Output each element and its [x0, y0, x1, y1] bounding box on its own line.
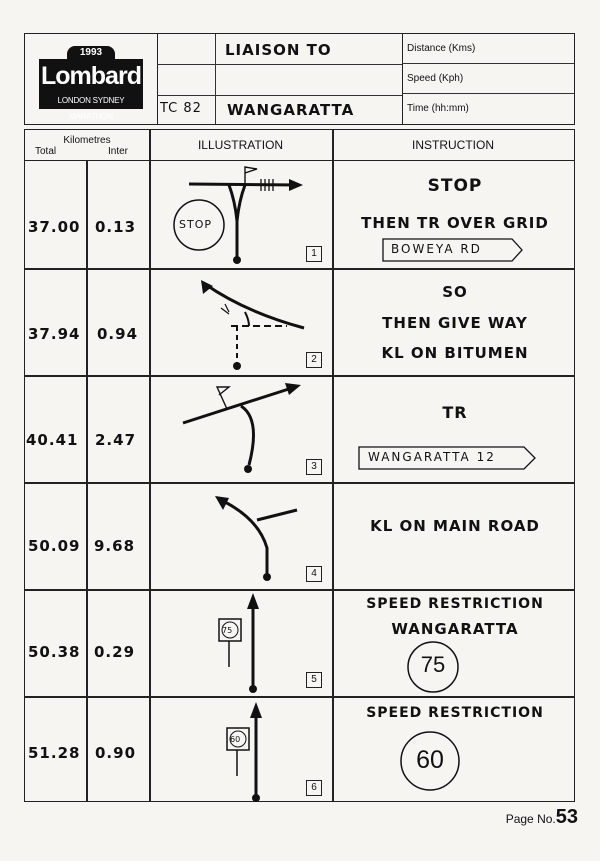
page-label: Page No.	[505, 812, 556, 826]
time-field: Time (hh:mm)	[407, 103, 469, 114]
row2-instruction-3: KL ON BITUMEN	[381, 344, 529, 362]
junction-diagram-5	[149, 589, 332, 696]
inter-header: Inter	[108, 146, 129, 157]
stage-description	[157, 34, 403, 124]
row3-inter: 2.47	[95, 431, 137, 449]
lombard-logo	[39, 46, 143, 121]
row6-sign-value: 60	[230, 735, 241, 744]
logo-name: Lombard	[39, 59, 143, 93]
row2-instruction-2: THEN GIVE WAY	[382, 314, 528, 332]
destination: WANGARATTA	[227, 101, 355, 119]
row1-instruction-2: THEN TR OVER GRID	[361, 214, 549, 232]
row2-number: 2	[306, 352, 322, 368]
row3-total: 40.41	[26, 431, 79, 449]
total-header: Total	[35, 146, 57, 157]
row5-instruction-1: SPEED RESTRICTION	[366, 596, 544, 612]
page-number-value: 53	[555, 806, 578, 828]
speed-field: Speed (Kph)	[402, 64, 574, 94]
kilometres-header: Kilometres Total Inter	[25, 130, 149, 161]
junction-diagram-6	[149, 696, 332, 803]
route-table	[24, 129, 575, 802]
page-number	[506, 806, 578, 829]
row6-inter: 0.90	[95, 744, 137, 762]
row4-total: 50.09	[28, 537, 81, 555]
row4-instruction-1: KL ON MAIN ROAD	[370, 517, 540, 535]
row2-inter: 0.94	[97, 325, 139, 343]
row4-inter: 9.68	[94, 537, 136, 555]
row6-instruction-1: SPEED RESTRICTION	[366, 705, 544, 721]
row4-number: 4	[306, 566, 322, 582]
illustration-header: ILLUSTRATION	[149, 130, 332, 161]
logo-year: 1993	[67, 46, 115, 59]
row5-sign-value: 75	[222, 626, 233, 635]
row1-inter: 0.13	[95, 218, 137, 236]
row5-speed-limit: 75	[420, 652, 446, 677]
stop-sign-label: STOP	[179, 218, 212, 231]
row3-road-sign: WANGARATTA 12	[368, 450, 496, 464]
row5-total: 50.38	[28, 643, 81, 661]
row1-instruction-1: STOP	[427, 176, 483, 196]
row1-total: 37.00	[28, 218, 81, 236]
row6-number: 6	[306, 780, 322, 796]
row6-total: 51.28	[28, 744, 81, 762]
stage-header	[24, 33, 575, 125]
row1-road-sign: BOWEYA RD	[391, 242, 482, 256]
distance-field: Distance (Kms)	[402, 34, 574, 64]
row2-total: 37.94	[28, 325, 81, 343]
junction-diagram-1	[149, 161, 332, 268]
junction-diagram-3	[149, 375, 332, 482]
junction-diagram-4	[149, 482, 332, 589]
row6-speed-limit: 60	[416, 746, 444, 774]
row3-instruction-1: TR	[442, 403, 468, 422]
row3-number: 3	[306, 459, 322, 475]
row2-instruction-1: SO	[442, 283, 468, 301]
row5-number: 5	[306, 672, 322, 688]
stage-fields	[402, 34, 574, 124]
row5-instruction-2: WANGARATTA	[391, 620, 519, 638]
junction-diagram-2	[149, 268, 332, 375]
instruction-header: INSTRUCTION	[332, 130, 574, 161]
row5-inter: 0.29	[94, 643, 136, 661]
stage-line1: LIAISON TO	[225, 41, 332, 59]
logo-cell	[25, 34, 158, 124]
row1-number: 1	[306, 246, 322, 262]
tc-label: TC 82	[160, 101, 202, 116]
logo-subtitle: LONDON SYDNEY MARATHON	[39, 93, 143, 109]
